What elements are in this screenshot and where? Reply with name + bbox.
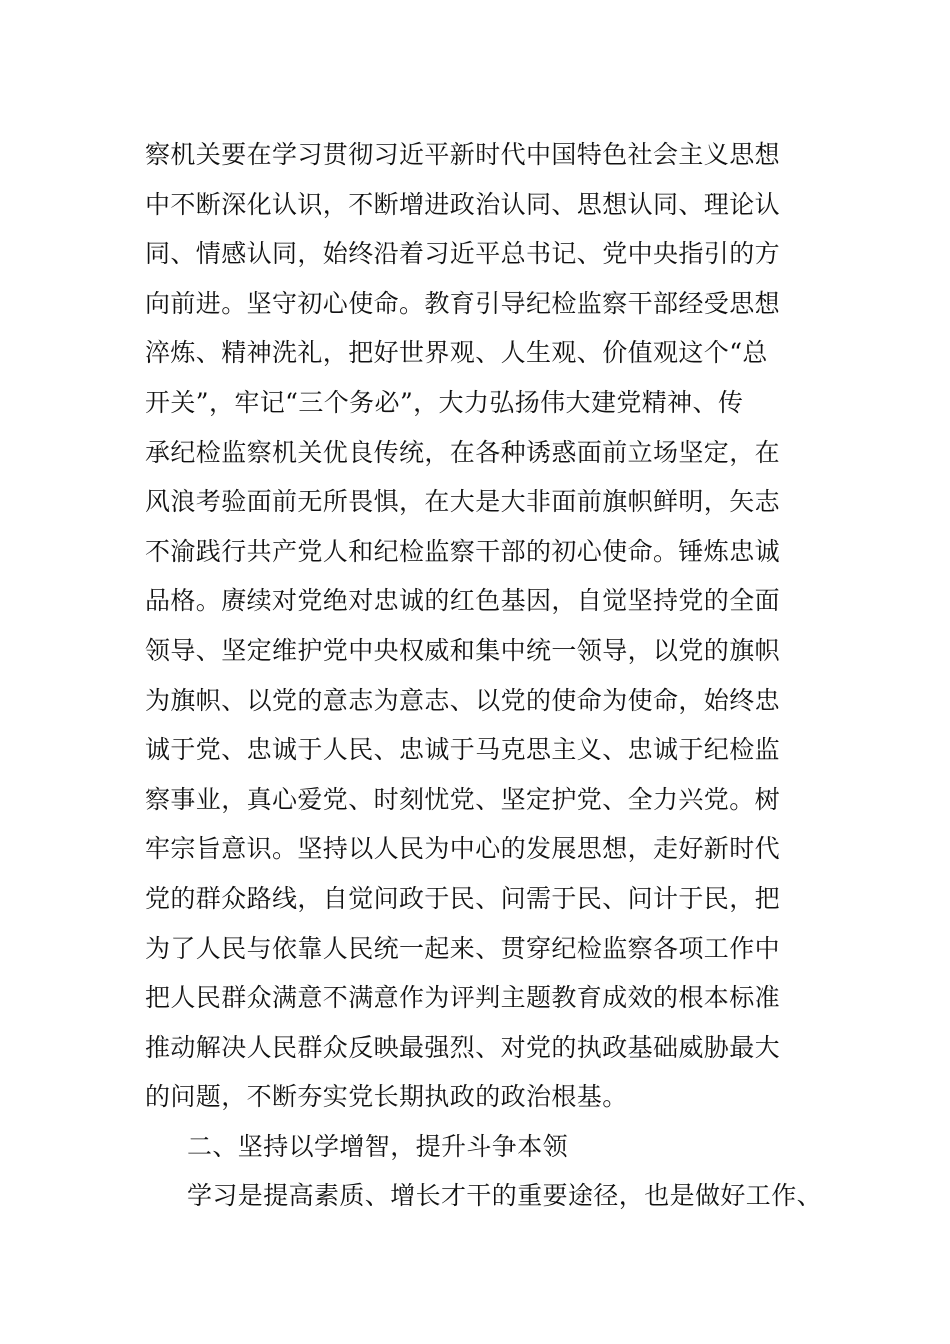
paragraph-line-20: 的问题，不断夯实党长期执政的政治根基。: [145, 1082, 628, 1112]
paragraph-line-8: 风浪考验面前无所畏惧，在大是大非面前旗帜鲜明，矢志: [145, 487, 781, 517]
paragraph-line-16: 党的群众路线，自觉问政于民、问需于民、问计于民，把: [145, 883, 781, 913]
paragraph-line-19: 推动解决人民群众反映最强烈、对党的执政基础威胁最大: [145, 1032, 781, 1062]
paragraph-line-2: 中不断深化认识，不断增进政治认同、思想认同、理论认: [145, 189, 781, 219]
paragraph-line-11: 领导、坚定维护党中央权威和集中统一领导，以党的旗帜: [145, 635, 781, 665]
paragraph-line-14: 察事业，真心爱党、时刻忧党、坚定护党、全力兴党。树: [145, 784, 781, 814]
paragraph-line-7: 承纪检监察机关优良传统，在各种诱惑面前立场坚定，在: [145, 437, 781, 467]
paragraph-line-13: 诚于党、忠诚于人民、忠诚于马克思主义、忠诚于纪检监: [145, 735, 781, 765]
paragraph-line-6: 开关”，牢记“三个务必”，大力弘扬伟大建党精神、传: [145, 387, 744, 417]
paragraph-line-3: 同、情感认同，始终沿着习近平总书记、党中央指引的方: [145, 239, 781, 269]
paragraph-line-17: 为了人民与依靠人民统一起来、贯穿纪检监察各项工作中: [145, 933, 781, 963]
paragraph-line-10: 品格。赓续对党绝对忠诚的红色基因，自觉坚持党的全面: [145, 586, 781, 616]
paragraph-line-12: 为旗帜、以党的意志为意志、以党的使命为使命，始终忠: [145, 685, 781, 715]
paragraph-line-15: 牢宗旨意识。坚持以人民为中心的发展思想，走好新时代: [145, 834, 781, 864]
section-heading: 二、坚持以学增智，提升斗争本领: [187, 1131, 569, 1161]
paragraph-line-18: 把人民群众满意不满意作为评判主题教育成效的根本标准: [145, 983, 781, 1013]
paragraph-line-9: 不渝践行共产党人和纪检监察干部的初心使命。锤炼忠诚: [145, 536, 781, 566]
paragraph-line-4: 向前进。坚守初心使命。教育引导纪检监察干部经受思想: [145, 288, 781, 318]
paragraph-line-5: 淬炼、精神洗礼，把好世界观、人生观、价值观这个“总: [145, 338, 768, 368]
paragraph-line-1: 察机关要在学习贯彻习近平新时代中国特色社会主义思想: [145, 140, 781, 169]
document-body: [145, 130, 845, 1221]
next-paragraph-line: 学习是提高素质、增长才干的重要途径，也是做好工作、: [187, 1181, 823, 1211]
